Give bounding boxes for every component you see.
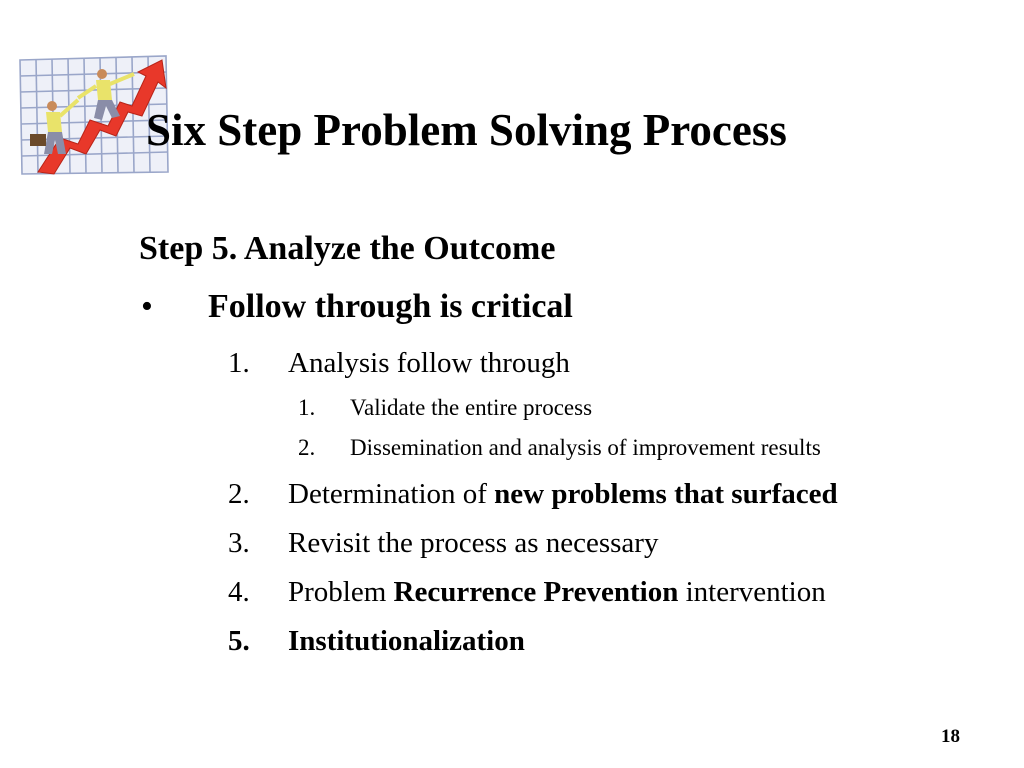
subitem-text: Dissemination and analysis of improvement results — [350, 435, 821, 460]
page-number: 18 — [941, 726, 960, 747]
item-text-emphasis: new problems that surfaced — [494, 478, 838, 510]
subitem-number: 1. — [298, 395, 316, 420]
item-text: Revisit the process as necessary — [288, 527, 659, 559]
item-text — [288, 477, 838, 512]
item-number: 1. — [228, 347, 250, 379]
subitem-text: Validate the entire process — [350, 395, 593, 420]
step-heading: Step 5. Analyze the Outcome — [139, 230, 556, 267]
item-number: 3. — [228, 527, 250, 559]
item-text-prefix: Problem — [288, 576, 394, 608]
item-number: 2. — [228, 478, 250, 510]
item-text-emphasis: Recurrence Prevention — [393, 576, 679, 608]
item-number: 4. — [228, 576, 250, 608]
slide-title: Six Step Problem Solving Process — [146, 105, 787, 155]
item-text: Analysis follow through — [288, 347, 570, 379]
bullet-text: Follow through is critical — [208, 288, 573, 325]
item-text-suffix: intervention — [678, 576, 826, 608]
item-number: 5. — [228, 625, 250, 657]
item-text — [288, 575, 826, 610]
subitem-number: 2. — [298, 435, 316, 460]
item-text: Institutionalization — [288, 625, 525, 657]
item-text-prefix: Determination of — [288, 478, 495, 510]
bullet-marker: • — [141, 288, 153, 325]
